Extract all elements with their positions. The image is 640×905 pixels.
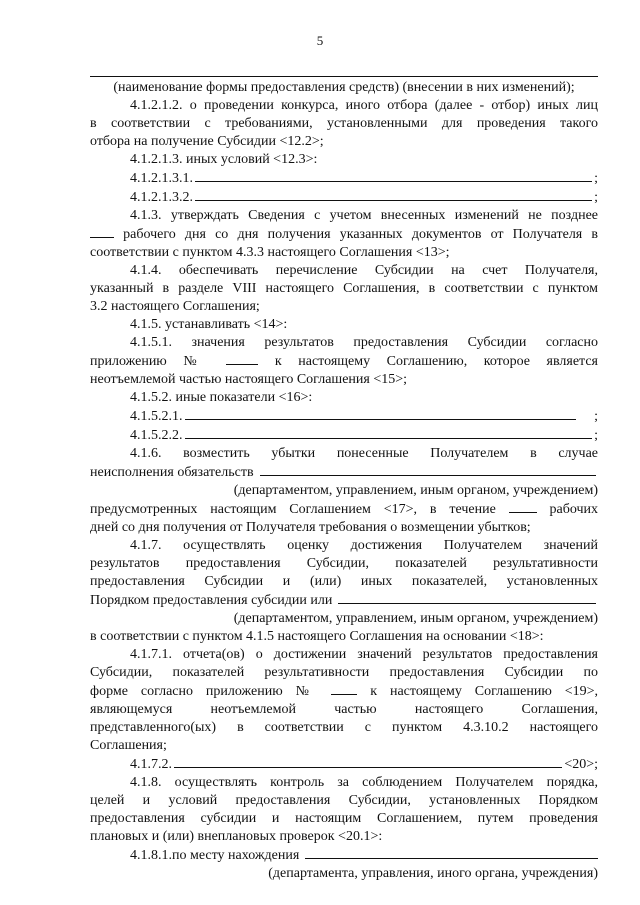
para-4-1-7: 4.1.7. осуществлять оценку достижения Получателем значений	[130, 538, 598, 553]
document-body	[90, 62, 598, 883]
organ-caption: (департамента, управления, иного органа, учреждения)	[268, 866, 598, 881]
text-line: неотъемлемой частью настоящего Соглашения <15>;	[90, 372, 408, 387]
fill-in-blank	[185, 426, 593, 439]
blank-line-4-1-5-2-1	[90, 407, 598, 426]
fill-in-blank	[226, 352, 258, 365]
text-line: приложению № к настоящему Соглашению, которое является	[90, 354, 598, 369]
fill-in-blank	[338, 591, 596, 604]
text-line: предоставления субсидии и настоящим Соглашением, путем проведения	[90, 811, 598, 826]
fill-in-blank	[509, 500, 537, 513]
blank-line-4-1-7-2	[90, 755, 598, 774]
text-line: в соответствии с требованиями, установленными для проведения такого	[90, 116, 598, 131]
text-line: плановых и (или) внеплановых проверок <20.1>:	[90, 829, 383, 844]
text-line: отбора на получение Субсидии <12.2>;	[90, 134, 324, 149]
blank-line-4-1-2-1-3-2	[90, 188, 598, 207]
item-number: 4.1.5.2.1.	[130, 409, 183, 424]
item-number: 4.1.7.2.	[130, 757, 172, 772]
text-line: дней со дня получения от Получателя требования о возмещении убытков;	[90, 520, 531, 535]
text-line: Субсидии, показателей результативности предоставления Субсидии по	[90, 665, 598, 680]
fill-in-blank	[195, 169, 592, 182]
text-line: соответствии с пунктом 4.3.3 настоящего Соглашения <13>;	[90, 245, 450, 260]
fill-in-blank	[90, 225, 114, 238]
para-4-1-5-2: 4.1.5.2. иные показатели <16>:	[130, 390, 313, 405]
form-name-caption: (наименование формы предоставления средств) (внесении в них изменений);	[90, 76, 598, 97]
para-4-1-6: 4.1.6. возместить убытки понесенные Получателем в случае	[130, 446, 598, 461]
para-4-1-5: 4.1.5. устанавливать <14>:	[130, 317, 288, 332]
item-punct: ;	[594, 409, 598, 424]
item-punct: ;	[594, 171, 598, 186]
fill-in-blank	[185, 407, 577, 420]
para-4-1-7-1: 4.1.7.1. отчета(ов) о достижении значений результатов предоставления	[130, 647, 598, 662]
text-line: форме согласно приложению № к настоящему Соглашению <19>,	[90, 684, 598, 699]
text-line: Порядком предоставления субсидии или	[90, 591, 598, 610]
fill-in-blank	[331, 682, 357, 695]
text-line: неисполнения обязательств	[90, 463, 598, 482]
fill-in-blank	[174, 755, 562, 768]
item-punct: ;	[594, 428, 598, 443]
page-number: 5	[316, 33, 324, 48]
para-4-1-3: 4.1.3. утверждать Сведения с учетом внесенных изменений не позднее	[130, 208, 598, 223]
text-line: Соглашения;	[90, 738, 167, 753]
organ-caption: (департаментом, управлением, иным органом, учреждением)	[233, 611, 598, 626]
fill-in-blank	[260, 463, 596, 476]
text-line: целей и условий предоставления Субсидии, установленных Порядком	[90, 793, 598, 808]
item-punct: ;	[594, 190, 598, 205]
blank-line-4-1-5-2-2	[90, 426, 598, 445]
para-4-1-8: 4.1.8. осуществлять контроль за соблюдением Получателем порядка,	[130, 775, 598, 790]
para-4-1-2-1-2: 4.1.2.1.2. о проведении конкурса, иного отбора (далее - отбор) иных лиц	[130, 98, 598, 113]
text-line: результатов предоставления Субсидии, показателей результативности	[90, 556, 598, 571]
para-4-1-4: 4.1.4. обеспечивать перечисление Субсидии на счет Получателя,	[130, 263, 598, 278]
blank-line-4-1-2-1-3-1	[90, 169, 598, 188]
item-number: 4.1.2.1.3.2.	[130, 190, 193, 205]
text-line: являющемуся неотъемлемой частью настоящего Соглашения,	[90, 702, 598, 717]
text-line: рабочего дня со дня получения указанных документов от Получателя в	[90, 225, 598, 244]
item-number: 4.1.5.2.2.	[130, 428, 183, 443]
organ-caption: (департаментом, управлением, иным органом, учреждением)	[233, 483, 598, 498]
item-number: 4.1.2.1.3.1.	[130, 171, 193, 186]
para-4-1-2-1-3: 4.1.2.1.3. иных условий <12.3>:	[130, 152, 318, 167]
text-line: в соответствии с пунктом 4.1.5 настоящего Соглашения на основании <18>:	[90, 629, 544, 644]
text-line: указанный в разделе VIII настоящего Соглашения, в соответствии с пунктом	[90, 281, 598, 296]
fill-in-blank	[305, 846, 598, 859]
text-line: предоставления Субсидии и (или) иных показателей, установленных	[90, 574, 598, 589]
fill-in-blank	[195, 188, 592, 201]
item-punct: <20>;	[564, 757, 598, 772]
text-line: представленного(ых) в соответствии с пунктом 4.3.10.2 настоящего	[90, 720, 598, 735]
para-4-1-5-1: 4.1.5.1. значения результатов предоставления Субсидии согласно	[130, 335, 598, 350]
text-line: 3.2 настоящего Соглашения;	[90, 299, 260, 314]
para-4-1-8-1: 4.1.8.1.по месту нахождения	[90, 846, 598, 865]
text-line: предусмотренных настоящим Соглашением <17>, в течение рабочих	[90, 502, 599, 517]
